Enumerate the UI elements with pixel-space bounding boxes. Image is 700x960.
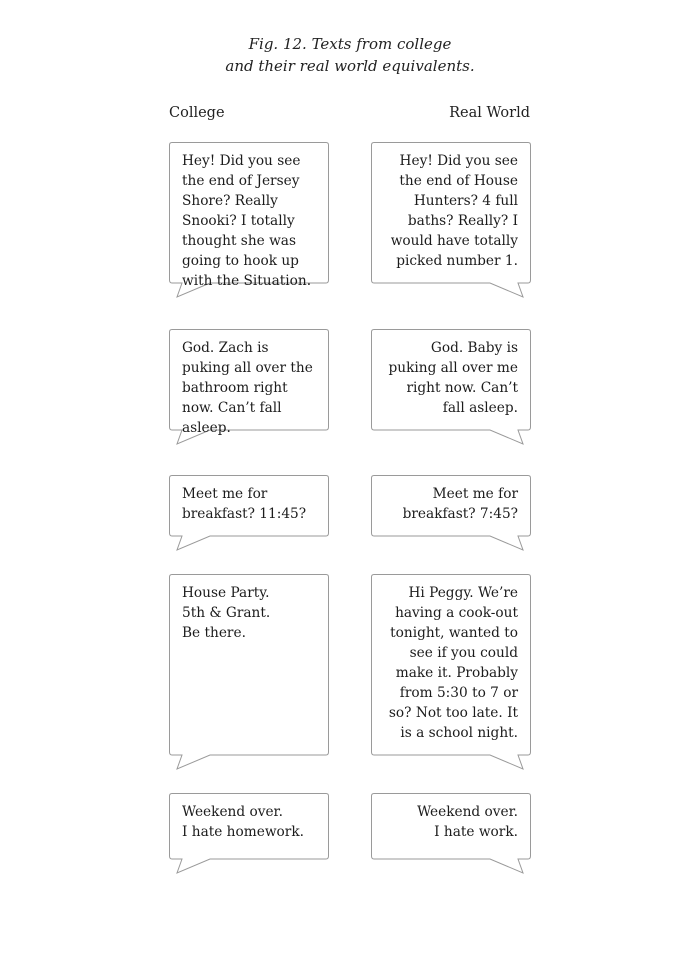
college-bubble-text: Weekend over. I hate homework. (182, 804, 304, 840)
college-bubble-text: Hey! Did you see the end of Jersey Shore? Really Snooki? I totally thought she was going to hook up with the Situation. (182, 153, 312, 289)
real-world-bubble-text: Hi Peggy. We’re having a cook-out tonight, wanted to see if you could make it. Probably from 5:30 to 7 or so? Not too late. It is a school night. (388, 585, 518, 741)
college-column-heading: College (169, 105, 225, 121)
college-bubble-text: Meet me for breakfast? 11:45? (182, 486, 307, 522)
caption-line-2: and their real world equivalents. (225, 57, 475, 75)
college-bubble-text: House Party. 5th & Grant. Be there. (182, 585, 271, 641)
real-world-bubble-text: God. Baby is puking all over me right now. Can’t fall asleep. (388, 340, 518, 416)
figure-caption (0, 33, 700, 77)
real-world-bubble-text: Meet me for breakfast? 7:45? (402, 486, 518, 522)
real-world-bubble-text: Hey! Did you see the end of House Hunters? 4 full baths? Really? I would have totally picked number 1. (390, 153, 518, 269)
college-bubble-text: God. Zach is puking all over the bathroom right now. Can’t fall asleep. (182, 340, 313, 436)
caption-line-1: Fig. 12. Texts from college (248, 35, 452, 53)
real-world-column-heading: Real World (449, 105, 530, 121)
real-world-bubble-text: Weekend over. I hate work. (417, 804, 518, 840)
